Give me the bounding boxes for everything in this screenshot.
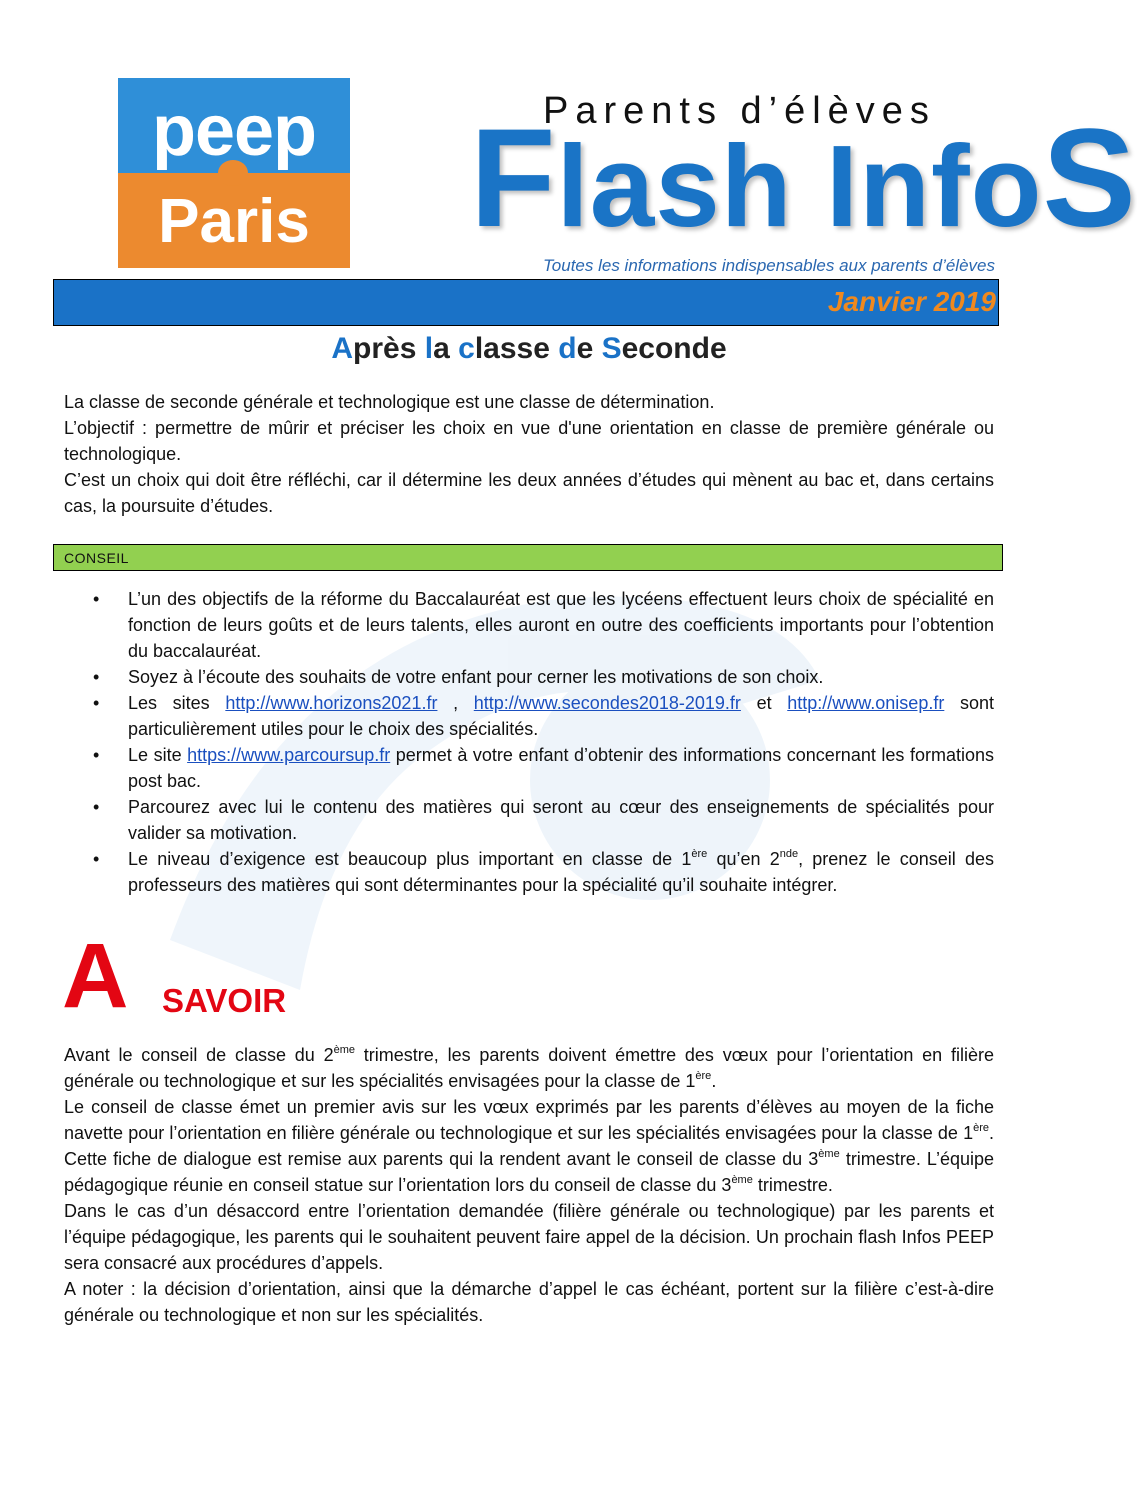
intro-text	[64, 389, 994, 519]
bullet-icon: •	[93, 745, 100, 765]
list-item-text: Les sites	[128, 693, 226, 713]
title-part: lasse	[474, 332, 559, 365]
list-item	[88, 664, 994, 690]
link-horizons2021[interactable]: http://www.horizons2021.fr	[225, 693, 438, 713]
superscript: ème	[333, 1044, 355, 1056]
superscript: ème	[731, 1174, 753, 1186]
savoir-paragraph	[64, 1094, 994, 1198]
list-item-text: L’un des objectifs de la réforme du Baccalauréat est que les lycéens effectuent leurs choix de spécialité en fonction de leurs goûts et de leurs talents, elles auront en outre des coefficients importants pour l’obtention du baccalauréat.	[128, 589, 994, 661]
intro-paragraph: La classe de seconde générale et technologique est une classe de détermination.	[64, 392, 715, 412]
title-part: A	[331, 332, 354, 365]
list-item-text: sont particulièrement utiles pour le choix des spécialités.	[128, 693, 994, 739]
text-run: trimestre.	[752, 1175, 833, 1195]
superscript: nde	[779, 848, 799, 860]
conseil-label: CONSEIL	[64, 550, 129, 566]
title-part: l	[424, 332, 434, 365]
masthead-cap-f: F	[470, 99, 557, 256]
title-part: près	[353, 332, 425, 365]
title-part: S	[601, 332, 622, 365]
list-item-text: qu’en 2	[707, 849, 780, 869]
peep-paris-logo	[118, 78, 350, 268]
superscript: ème	[818, 1148, 840, 1160]
text-run: . Cette fiche de dialogue est remise aux parents qui la rendent avant le conseil de classe du 3	[64, 1123, 994, 1169]
title-part: a	[433, 332, 459, 365]
masthead-cap-s: S	[1042, 99, 1137, 256]
intro-paragraph: C’est un choix qui doit être réfléchi, car il détermine les deux années d’études qui mènent au bac et, dans certains cas, la poursuite d’études.	[64, 470, 994, 516]
savoir-heading: SAVOIR	[162, 982, 287, 1019]
text-run: .	[711, 1071, 717, 1091]
superscript: ère	[691, 848, 708, 860]
logo-text-paris: Paris	[158, 187, 310, 256]
list-item	[88, 586, 994, 664]
savoir-big-letter: A	[62, 925, 129, 1027]
link-secondes2018-2019[interactable]: http://www.secondes2018-2019.fr	[473, 693, 741, 713]
list-item-text: Le niveau d’exigence est beaucoup plus important en classe de 1	[128, 849, 692, 869]
title-part: c	[458, 332, 475, 365]
superscript: ère	[695, 1070, 712, 1082]
savoir-paragraph: Dans le cas d’un désaccord entre l’orientation demandée (filière générale ou technologique) par les parents et l’équipe pédagogique, les parents qui le souhaitent peuvent faire appel de la décision. Un prochain flash Infos PEEP sera consacré aux procédures d’appels.	[64, 1201, 994, 1273]
title-part: econde	[621, 332, 727, 365]
link-onisep[interactable]: http://www.onisep.fr	[787, 693, 945, 713]
list-item-text: ,	[437, 693, 474, 713]
list-item-text: Parcourez avec lui le contenu des matières qui seront au cœur des enseignements de spécialités pour valider sa motivation.	[128, 797, 994, 843]
bullet-icon: •	[93, 667, 100, 687]
list-item-text: , prenez le conseil des professeurs des matières qui sont déterminantes pour la spécialité qu’il souhaite intégrer.	[128, 849, 994, 895]
tagline: Toutes les informations indispensables aux parents d’élèves	[542, 256, 995, 275]
text-run: Le conseil de classe émet un premier avis sur les vœux exprimés par les parents d’élèves au moyen de la fiche navette pour l’orientation en filière générale ou technologique et sur les spécialités envisagées pour la classe de 1	[64, 1097, 994, 1143]
conseil-header-bar	[53, 544, 1003, 571]
link-parcoursup[interactable]: https://www.parcoursup.fr	[187, 745, 391, 765]
list-item-text: et	[740, 693, 788, 713]
list-item-text: permet à votre enfant d’obtenir des informations concernant les formations post bac.	[128, 745, 994, 791]
intro-paragraph: L’objectif : permettre de mûrir et préciser les choix en vue d'une orientation en classe de première générale ou technologique.	[64, 418, 994, 464]
page-title	[0, 332, 1058, 366]
list-item	[88, 794, 994, 846]
issue-date: Janvier 2019	[827, 286, 996, 317]
title-part: e	[576, 332, 602, 365]
bullet-icon: •	[93, 849, 100, 869]
masthead-mid: lash Info	[556, 121, 1043, 251]
conseil-list	[88, 586, 994, 898]
bullet-icon: •	[93, 589, 100, 609]
bullet-icon: •	[93, 693, 100, 713]
bullet-icon: •	[93, 797, 100, 817]
superscript: ère	[973, 1122, 989, 1134]
title-part: d	[558, 332, 577, 365]
text-run: trimestre. L’équipe pédagogique réunie en conseil statue sur l’orientation lors du conseil de classe du 3	[64, 1149, 994, 1195]
text-run: Avant le conseil de classe du 2	[64, 1045, 334, 1065]
list-item-text: Le site	[128, 745, 188, 765]
date-band	[53, 279, 999, 326]
masthead-subtitle: Parents d’élèves	[543, 90, 936, 132]
masthead-title	[470, 99, 1137, 256]
text-run: trimestre, les parents doivent émettre des vœux pour l’orientation en filière générale ou technologique et sur les spécialités envisagées pour la classe de 1	[64, 1045, 994, 1091]
savoir-text	[64, 1042, 994, 1328]
savoir-paragraph: A noter : la décision d’orientation, ainsi que la démarche d’appel le cas échéant, portent sur la filière c’est-à-dire générale ou technologique et non sur les spécialités.	[64, 1279, 994, 1325]
list-item	[88, 846, 994, 898]
logo-text-peep: peep	[151, 91, 317, 171]
savoir-paragraph	[64, 1042, 994, 1094]
list-item	[88, 690, 994, 742]
list-item-text: Soyez à l’écoute des souhaits de votre enfant pour cerner les motivations de son choix.	[128, 667, 824, 687]
list-item	[88, 742, 994, 794]
